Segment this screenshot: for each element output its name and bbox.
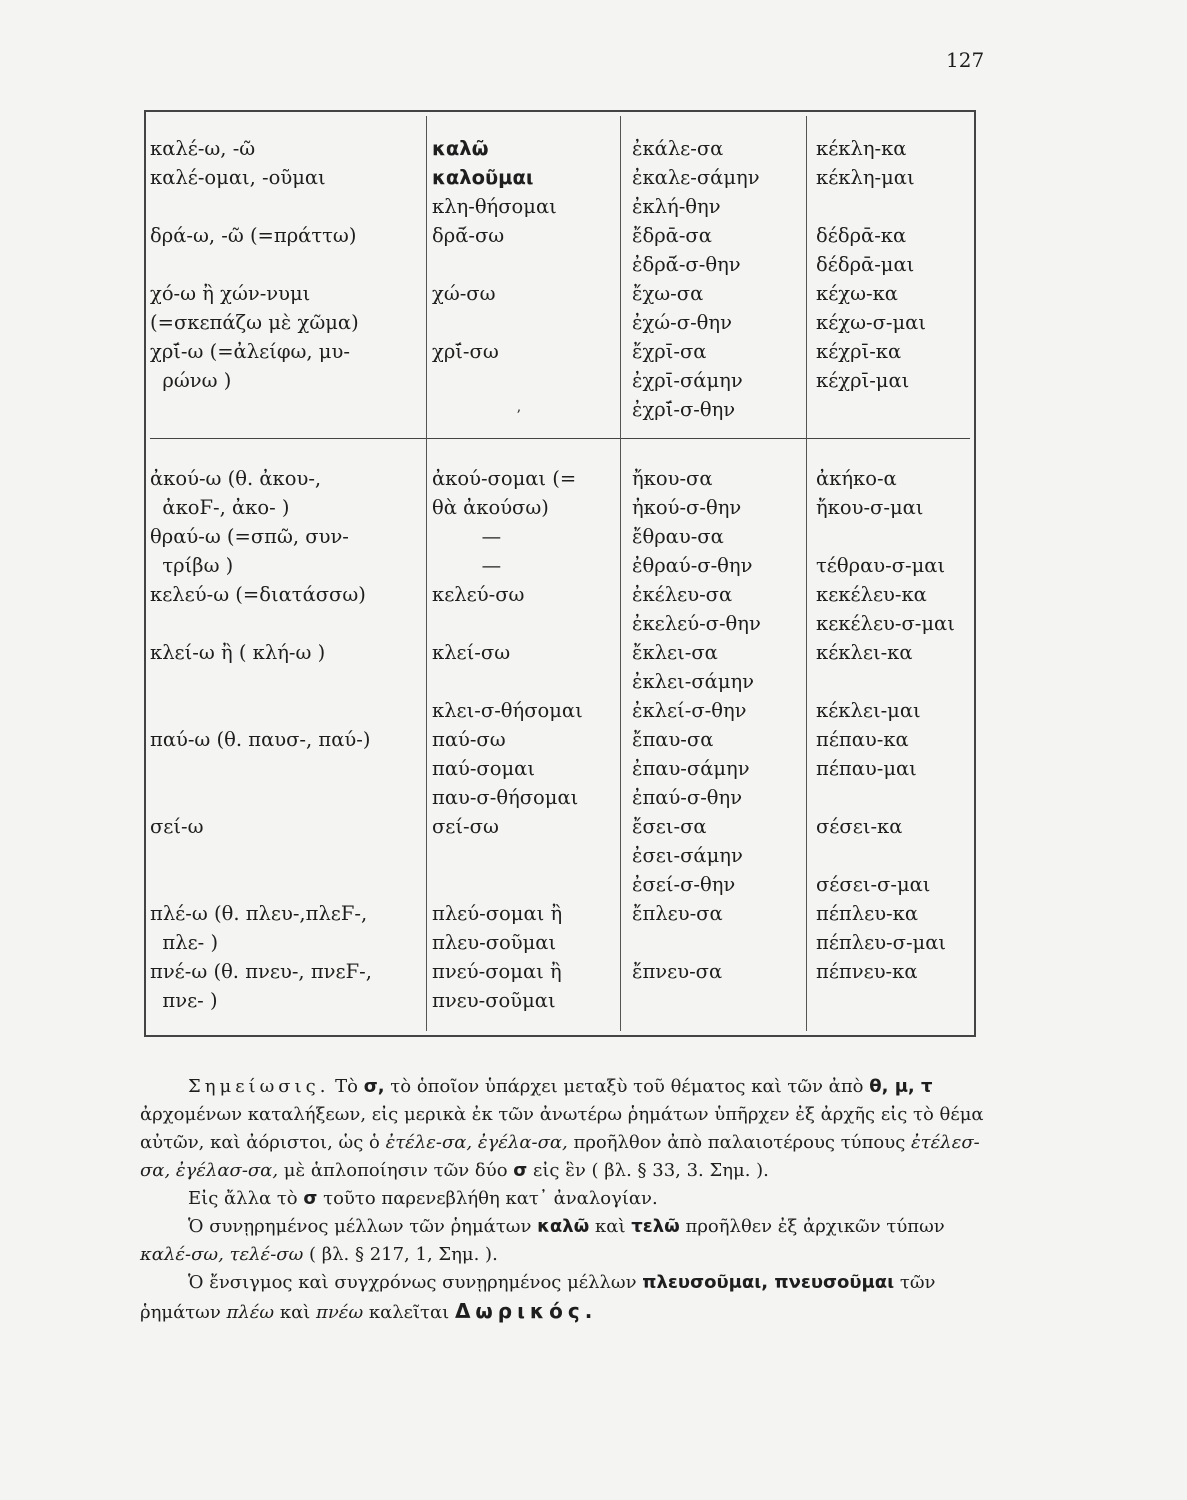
table-cell: ἐκλει-σάμην (632, 670, 755, 693)
table-cell (432, 841, 583, 870)
table-cell: χό-ω ἢ χών-νυμι (150, 282, 311, 305)
table-cell: ἐπαύ-σ-θην (632, 786, 743, 809)
table-cell (150, 609, 372, 638)
table-cell: ἔθραυ-σα (632, 525, 724, 548)
table-cell: ἀκοϜ-, ἀκο- ) (150, 496, 290, 519)
note-paragraph: Σημείωσις. Τὸ σ, τὸ ὁποῖον ὑπάρχει μεταξὺ τοῦ θέματος καὶ τῶν ἀπὸ θ, μ, τ ἀρχομένων καταλήξεων, εἰς μερικὰ ἐκ τῶν ἀνωτέρω ῥημάτων ὑπῆρχεν ἐξ ἀρχῆς εἰς τὸ θέμα αὐτῶν, καὶ ἀόριστοι, ὡς ὁ ἐτέλε-σα, ἐγέλα-σα, προῆλθον ἀπὸ παλαιοτέρους τύπους ἐτέλεσ-σα, ἐγέλασ-σα, μὲ ἁπλοποίησιν τῶν δύο σ εἰς ἓν ( βλ. § 33, 3. Σημ. ). (140, 1076, 984, 1181)
table-cell: ἔπνευ-σα (632, 960, 723, 983)
table-cell: δέδρᾱ-κα (816, 224, 907, 247)
table-cell: ἐκάλε-σα (632, 137, 724, 160)
table-cell: δρά-ω, -ῶ (=πράττω) (150, 224, 357, 247)
table-cell: τρίβω ) (150, 554, 234, 577)
table-cell: παύ-ω (θ. παυσ-, παύ-) (150, 728, 371, 751)
present-column-b (150, 464, 372, 1015)
table-cell (816, 395, 926, 424)
table-cell: χώ-σω (432, 282, 496, 305)
aorist-column-b (632, 464, 761, 1015)
table-cell: ἀκού-σομαι (= (432, 467, 577, 490)
perfect-column-b (816, 464, 955, 1015)
table-cell: ἔπαυ-σα (632, 728, 714, 751)
table-cell (432, 250, 557, 279)
note-paragraph: Ὁ ἔνσιγμος καὶ συγχρόνως συνῃρημένος μέλλων πλευσοῦμαι, πνευσοῦμαι τῶν ῥημάτων πλέω καὶ πνέω καλεῖται Δωρικός. (140, 1272, 936, 1323)
verb-table (144, 110, 976, 1037)
table-cell: πέπλευ-κα (816, 902, 918, 925)
table-cell: ἐχρῑ́-σ-θην (632, 398, 736, 421)
table-cell: σεί-σω (432, 815, 499, 838)
table-cell: κέκλει-κα (816, 641, 913, 664)
table-cell (816, 667, 955, 696)
table-cell (632, 928, 761, 957)
table-cell: ἐκαλε-σάμην (632, 166, 760, 189)
table-cell (432, 609, 583, 638)
table-cell: ἐδρᾱ́-σ-θην (632, 253, 741, 276)
table-cell: κέκλη-κα (816, 137, 907, 160)
column-rule (806, 116, 807, 1031)
table-cell: ἔχρῑ-σα (632, 340, 707, 363)
table-cell: πλέ-ω (θ. πλευ-,πλεϜ-, (150, 902, 368, 925)
table-cell (432, 870, 583, 899)
present-column-a (150, 134, 359, 424)
table-cell (150, 783, 372, 812)
table-cell (816, 841, 955, 870)
table-cell: κλη-θήσομαι (432, 195, 557, 218)
table-cell: ἀκού-ω (θ. ἀκου-, (150, 467, 322, 490)
table-cell: ἔχω-σα (632, 282, 704, 305)
future-column-b (432, 464, 583, 1015)
table-cell: — (432, 554, 502, 577)
table-cell: πνε- ) (150, 989, 218, 1012)
table-cell: παύ-σω (432, 728, 506, 751)
table-cell: κλεί-σω (432, 641, 511, 664)
table-cell: κεκέλευ-κα (816, 583, 927, 606)
table-cell: ἐκλεί-σ-θην (632, 699, 747, 722)
group-divider (150, 438, 970, 439)
table-cell: καλοῦμαι (432, 166, 534, 189)
table-cell (150, 696, 372, 725)
table-cell (150, 754, 372, 783)
table-cell: κέχω-κα (816, 282, 898, 305)
table-cell: ἔπλευ-σα (632, 902, 723, 925)
note-heading: Σημείωσις. (188, 1076, 330, 1097)
table-cell: σέσει-σ-μαι (816, 873, 931, 896)
table-cell: σέσει-κα (816, 815, 903, 838)
table-cell: ἐσεί-σ-θην (632, 873, 736, 896)
table-cell (632, 986, 761, 1015)
table-cell: πνεύ-σομαι ἢ (432, 960, 562, 983)
table-cell: τέθραυ-σ-μαι (816, 554, 946, 577)
table-cell (432, 308, 557, 337)
stray-mark: ʼ (516, 408, 521, 424)
table-cell: πέπαυ-μαι (816, 757, 917, 780)
table-cell (816, 783, 955, 812)
table-cell: χρῑ́-σω (432, 340, 499, 363)
notes-section (140, 1073, 988, 1327)
table-cell: ἐχώ-σ-θην (632, 311, 732, 334)
table-cell: σεί-ω (150, 815, 204, 838)
table-cell: καλέ-ομαι, -οῦμαι (150, 166, 326, 189)
table-cell (150, 667, 372, 696)
table-cell: δέδρᾱ-μαι (816, 253, 915, 276)
table-cell: καλῶ (432, 137, 489, 160)
table-cell (432, 395, 557, 424)
table-cell: πλε- ) (150, 931, 219, 954)
table-cell: δρᾱ́-σω (432, 224, 505, 247)
table-cell: κελεύ-σω (432, 583, 525, 606)
table-cell (150, 192, 359, 221)
table-cell: (=σκεπάζω μὲ χῶμα) (150, 311, 359, 334)
table-cell: ἀκήκο-α (816, 467, 897, 490)
table-cell: ἐσει-σάμην (632, 844, 743, 867)
table-cell: ἐκελεύ-σ-θην (632, 612, 761, 635)
table-cell: θραύ-ω (=σπῶ, συν- (150, 525, 349, 548)
table-cell: πλευ-σοῦμαι (432, 931, 557, 954)
table-cell: παύ-σομαι (432, 757, 535, 780)
table-cell: κεκέλευ-σ-μαι (816, 612, 955, 635)
table-cell: ρώνω ) (150, 369, 232, 392)
table-cell: κέκλη-μαι (816, 166, 915, 189)
table-cell: κέχρῑ-κα (816, 340, 902, 363)
page-number: 127 (946, 48, 985, 72)
table-cell: ἤκου-σα (632, 467, 713, 490)
table-cell: θὰ ἀκούσω) (432, 496, 549, 519)
table-cell: κέχρῑ-μαι (816, 369, 910, 392)
perfect-column-a (816, 134, 926, 424)
note-paragraph: Εἰς ἄλλα τὸ σ τοῦτο παρενεβλήθη κατ᾽ ἀναλογίαν. (188, 1188, 658, 1209)
table-cell (150, 395, 359, 424)
table-cell: — (432, 525, 502, 548)
table-cell: πέπλευ-σ-μαι (816, 931, 947, 954)
table-cell: πλεύ-σομαι ἢ (432, 902, 563, 925)
future-column-a (432, 134, 557, 424)
table-cell: πνέ-ω (θ. πνευ-, πνεϜ-, (150, 960, 372, 983)
table-cell: ἔκλει-σα (632, 641, 718, 664)
table-cell: ἠκού-σ-θην (632, 496, 742, 519)
table-cell: πνευ-σοῦμαι (432, 989, 556, 1012)
table-cell: κέκλει-μαι (816, 699, 921, 722)
table-cell: παυ-σ-θήσομαι (432, 786, 579, 809)
table-cell: ἐπαυ-σάμην (632, 757, 750, 780)
table-cell: καλέ-ω, -ῶ (150, 137, 256, 160)
column-rule (620, 116, 621, 1031)
table-cell: ἐκέλευ-σα (632, 583, 733, 606)
table-cell (150, 250, 359, 279)
table-cell (432, 667, 583, 696)
table-cell: ἐθραύ-σ-θην (632, 554, 753, 577)
aorist-column-a (632, 134, 760, 424)
note-paragraph: Ὁ συνῃρημένος μέλλων τῶν ῥημάτων καλῶ καὶ τελῶ προῆλθεν ἐξ ἀρχικῶν τύπων καλέ-σω, τελέ-σω ( βλ. § 217, 1, Σημ. ). (140, 1216, 945, 1265)
table-cell (816, 986, 955, 1015)
table-cell: ἔσει-σα (632, 815, 707, 838)
table-cell: ἐχρῑ-σάμην (632, 369, 743, 392)
table-cell: ἤκου-σ-μαι (816, 496, 924, 519)
table-cell (816, 522, 955, 551)
table-cell: κέχω-σ-μαι (816, 311, 926, 334)
table-cell (150, 870, 372, 899)
table-cell: ἔδρᾱ-σα (632, 224, 712, 247)
table-cell (432, 366, 557, 395)
column-rule (426, 116, 427, 1031)
table-cell: ἐκλή-θην (632, 195, 721, 218)
table-cell: κελεύ-ω (=διατάσσω) (150, 583, 366, 606)
table-cell: πέπαυ-κα (816, 728, 909, 751)
table-cell: κλει-σ-θήσομαι (432, 699, 583, 722)
table-cell: πέπνευ-κα (816, 960, 918, 983)
table-cell: κλεί-ω ἢ ( κλή-ω ) (150, 641, 326, 664)
table-cell: χρῑ́-ω (=ἀλείφω, μυ- (150, 340, 350, 363)
table-cell (816, 192, 926, 221)
table-cell (150, 841, 372, 870)
